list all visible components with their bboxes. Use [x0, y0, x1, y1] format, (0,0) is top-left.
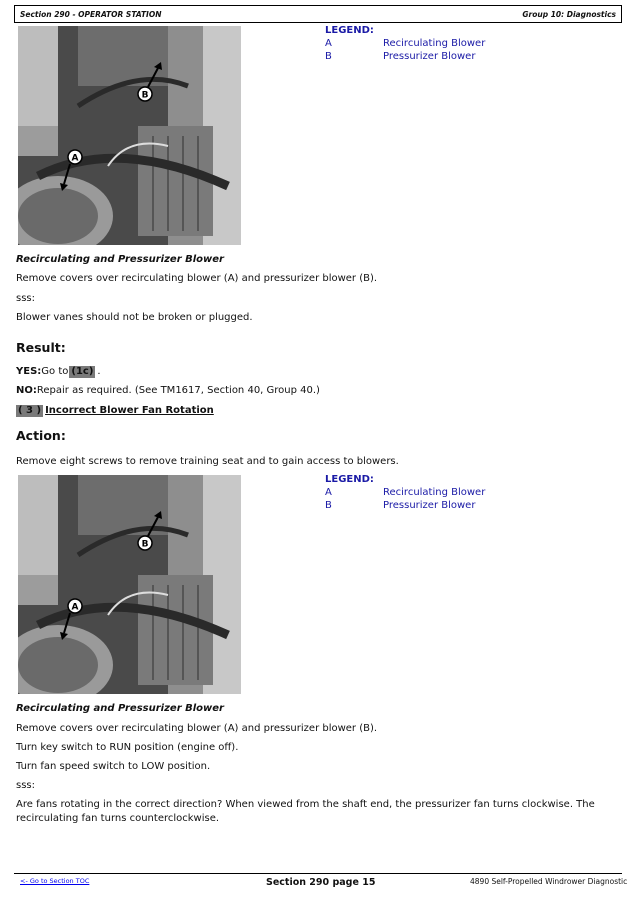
figure-caption-2: Recirculating and Pressurizer Blower [16, 703, 224, 714]
instruction-text: Turn key switch to RUN position (engine off). [16, 742, 239, 753]
spec-label: sss: [16, 780, 35, 791]
legend-item: A Recirculating Blower [325, 38, 486, 49]
instruction-text: Turn fan speed switch to LOW position. [16, 761, 211, 772]
instruction-text: Remove covers over recirculating blower (A) and pressurizer blower (B). [16, 723, 378, 734]
result-heading: Result: [16, 340, 66, 355]
svg-text:B: B [141, 539, 149, 550]
action-text: Remove eight screws to remove training seat and to gain access to blowers. [16, 456, 399, 467]
action-heading: Action: [16, 428, 66, 443]
legend-1 [325, 24, 485, 63]
blower-photo-1 [18, 26, 241, 245]
figure-caption-1: Recirculating and Pressurizer Blower [16, 254, 224, 265]
legend-title: LEGEND: [325, 474, 374, 485]
svg-text:A: A [71, 602, 79, 613]
step-3-number: ( 3 ) [18, 405, 42, 416]
legend-item: A Recirculating Blower [325, 487, 486, 498]
page-header [14, 5, 622, 23]
goto-1c-link[interactable]: (1c) [71, 366, 94, 377]
legend-item: B Pressurizer Blower [325, 500, 476, 511]
svg-text:A: A [71, 153, 79, 164]
spec-text: Blower vanes should not be broken or plugged. [16, 312, 253, 323]
blower-photo-2 [18, 475, 241, 694]
spec-label: sss: [16, 293, 35, 304]
legend-item: B Pressurizer Blower [325, 51, 476, 62]
footer-divider [14, 873, 622, 874]
step-3-link[interactable]: Incorrect Blower Fan Rotation [45, 405, 214, 416]
result-yes: YES:Go to (1c) . [16, 366, 101, 377]
legend-2 [325, 473, 485, 512]
page-number: Section 290 page 15 [266, 877, 376, 888]
spec-text: Are fans rotating in the correct direction? When viewed from the shaft end, the pressurizer fan turns clockwise. The [16, 799, 595, 810]
document-title: 4890 Self-Propelled Windrower Diagnostic [470, 877, 628, 886]
instruction-text: Remove covers over recirculating blower (A) and pressurizer blower (B). [16, 273, 378, 284]
group-title: Group 10: Diagnostics [522, 9, 616, 19]
svg-text:B: B [141, 90, 149, 101]
legend-title: LEGEND: [325, 25, 374, 36]
result-no: NO:Repair as required. (See TM1617, Section 40, Group 40.) [16, 385, 320, 396]
spec-text: recirculating fan turns counterclockwise. [16, 813, 220, 824]
section-title: Section 290 - OPERATOR STATION [20, 9, 162, 19]
step-3-title [16, 404, 214, 417]
section-toc-link[interactable]: <- Go to Section TOC [20, 877, 90, 885]
